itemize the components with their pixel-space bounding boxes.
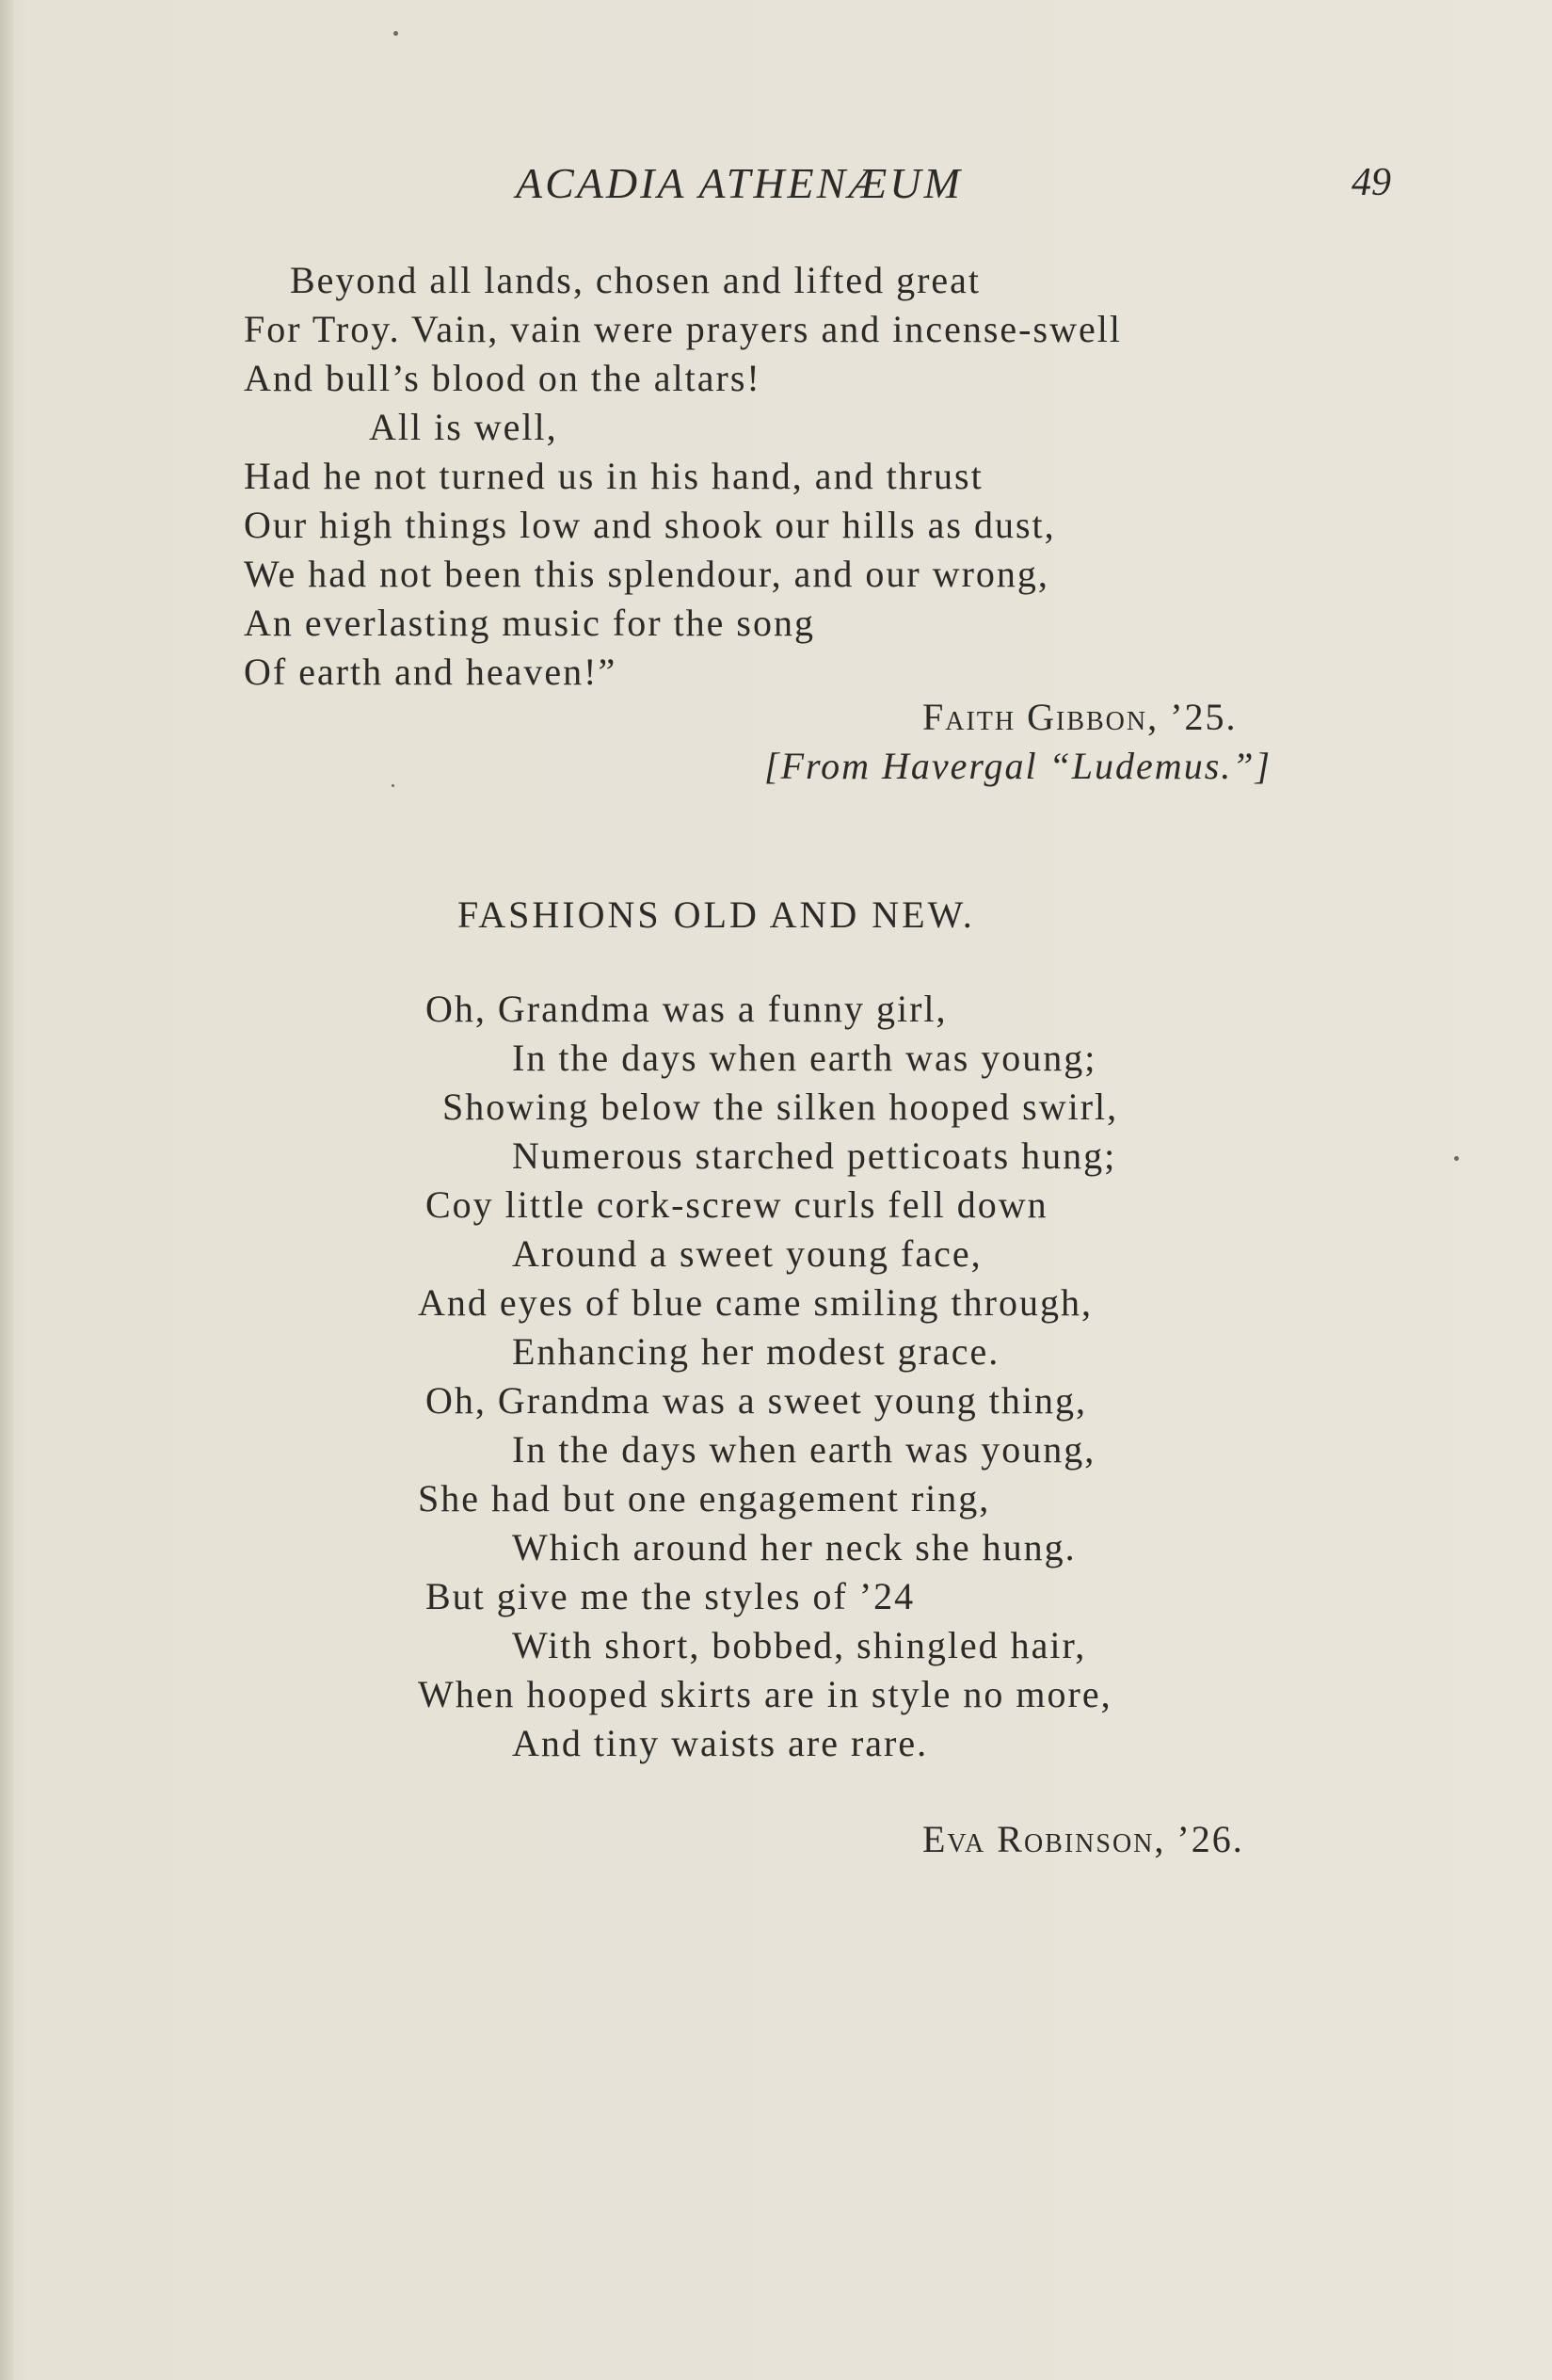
poem1-line: Our high things low and shook our hills as dust,: [244, 504, 1056, 546]
poem2-line: Oh, Grandma was a funny girl,: [425, 988, 948, 1030]
poem2-line: But give me the styles of ’24: [425, 1575, 916, 1617]
poem2-line: Showing below the silken hooped swirl,: [442, 1085, 1119, 1128]
poem1-author: Faith Gibbon, ’25.: [922, 696, 1238, 738]
poem1-line: All is well,: [369, 406, 558, 448]
poem2-line: Enhancing her modest grace.: [512, 1330, 1000, 1373]
poem1-line: An everlasting music for the song: [244, 602, 815, 644]
poem2-line: When hooped skirts are in style no more,: [418, 1673, 1112, 1715]
poem1-source: [From Havergal “Ludemus.”]: [764, 745, 1272, 787]
poem2-line: Which around her neck she hung.: [512, 1526, 1077, 1568]
poem1-line: Of earth and heaven!”: [244, 651, 617, 693]
page-speck: [393, 31, 398, 36]
poem1-line: We had not been this splendour, and our wrong,: [244, 553, 1049, 595]
poem2-line: Around a sweet young face,: [512, 1232, 983, 1275]
poem1-line: Beyond all lands, chosen and lifted great: [290, 259, 982, 301]
page-spine-shadow: [0, 0, 13, 2380]
poem2-author: Eva Robinson, ’26.: [922, 1818, 1244, 1860]
page-speck: [392, 784, 394, 787]
poem2-line: Coy little cork-screw curls fell down: [425, 1183, 1048, 1226]
poem2-line: And tiny waists are rare.: [512, 1722, 929, 1764]
poem2-line: She had but one engagement ring,: [418, 1477, 991, 1520]
running-title: ACADIA ATHENÆUM: [516, 159, 963, 207]
poem1-line: And bull’s blood on the altars!: [244, 357, 761, 399]
poem2-line: Oh, Grandma was a sweet young thing,: [425, 1379, 1087, 1422]
poem2-line: With short, bobbed, shingled hair,: [512, 1624, 1087, 1666]
poem2-line: Numerous starched petticoats hung;: [512, 1134, 1117, 1177]
poem1-line: For Troy. Vain, vain were prayers and incense-swell: [244, 308, 1122, 350]
page-speck: [1454, 1156, 1459, 1161]
page-number: 49: [1352, 161, 1391, 204]
poem1-line: Had he not turned us in his hand, and thrust: [244, 455, 984, 497]
poem2-line: In the days when earth was young;: [512, 1037, 1097, 1079]
poem2-title: FASHIONS OLD AND NEW.: [457, 893, 975, 936]
poem2-line: In the days when earth was young,: [512, 1428, 1096, 1471]
poem2-line: And eyes of blue came smiling through,: [418, 1281, 1093, 1324]
